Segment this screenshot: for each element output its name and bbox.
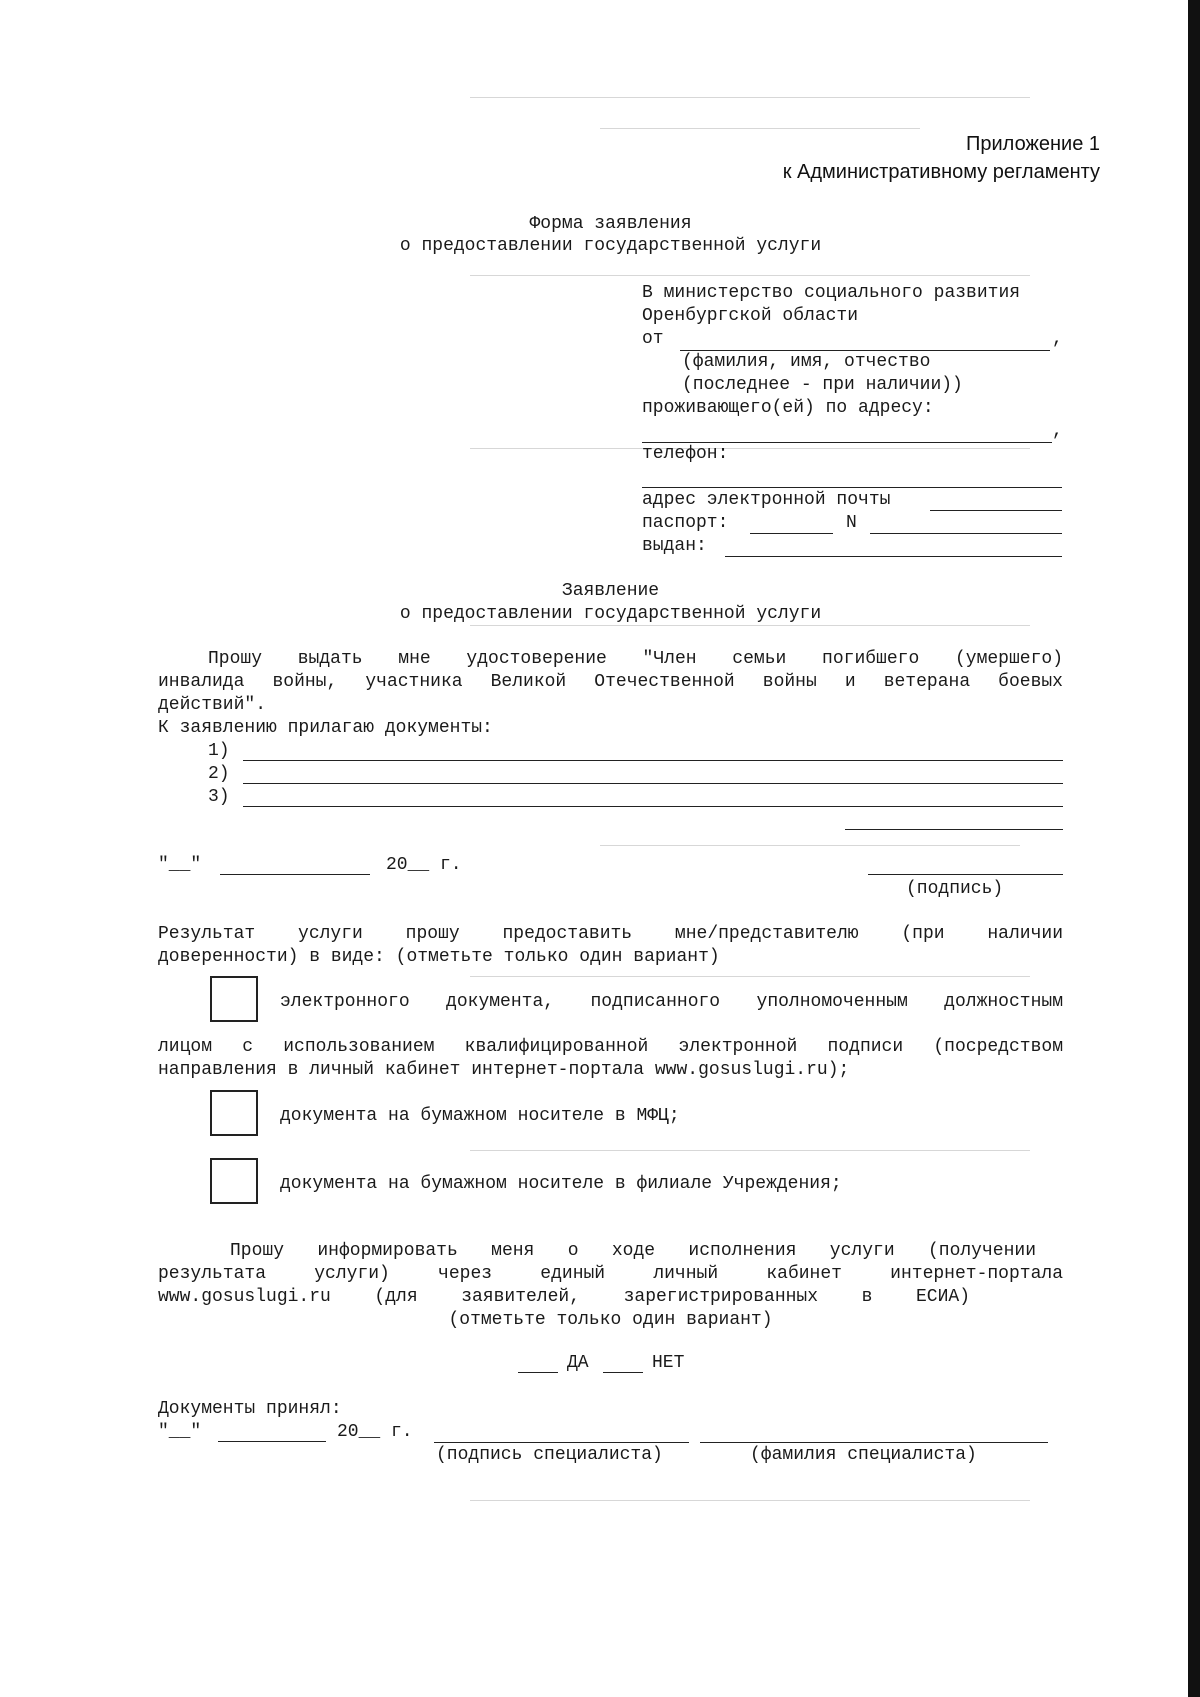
phone-field[interactable] <box>642 487 1062 488</box>
specialist-signature-field[interactable] <box>434 1442 689 1443</box>
from-comma: , <box>1052 329 1063 349</box>
statement-title: Заявление <box>561 581 660 601</box>
result-line-1: Результат услуги прошу предоставить мне/представителю (при наличии <box>158 924 1063 944</box>
attachment-field-3[interactable] <box>243 806 1063 807</box>
accepted-date-year: 20__ г. <box>337 1422 413 1442</box>
scan-noise <box>470 448 1030 449</box>
option-branch-label: документа на бумажном носителе в филиале Учреждения; <box>280 1174 842 1194</box>
scan-noise <box>470 625 1030 626</box>
signature-hint: (подпись) <box>906 879 1004 899</box>
option-electronic-line-3: направления в личный кабинет интернет-портала www.gosuslugi.ru); <box>158 1060 850 1080</box>
option-electronic-line-2: лицом с использованием квалифицированной электронной подписи (посредством <box>158 1037 1063 1057</box>
address-label: проживающего(ей) по адресу: <box>642 398 934 418</box>
passport-series-field[interactable] <box>750 533 833 534</box>
form-title: Форма заявления <box>529 214 692 234</box>
attachment-field-2[interactable] <box>243 783 1063 784</box>
option-mfc-label: документа на бумажном носителе в МФЦ; <box>280 1106 680 1126</box>
signature-field[interactable] <box>868 874 1063 875</box>
name-hint: (фамилия, имя, отчество <box>682 352 931 372</box>
no-field[interactable] <box>603 1372 643 1373</box>
inform-line-4: (отметьте только один вариант) <box>448 1310 773 1330</box>
addressee-region: Оренбургской области <box>642 306 859 326</box>
attachment-number-3: 3) <box>208 787 230 807</box>
result-line-2: доверенности) в виде: (отметьте только один вариант) <box>158 947 720 967</box>
passport-label: паспорт: <box>642 513 729 533</box>
scan-noise <box>470 275 1030 276</box>
accepted-date-day: "__" <box>158 1422 202 1442</box>
name-hint-patronymic: (последнее - при наличии)) <box>682 375 963 395</box>
address-field[interactable] <box>642 442 1052 443</box>
issued-field[interactable] <box>725 556 1062 557</box>
scan-noise <box>470 97 1030 98</box>
option-mfc-checkbox[interactable] <box>210 1090 258 1136</box>
scan-noise <box>600 128 920 129</box>
attachment-field-extra[interactable] <box>845 829 1063 830</box>
specialist-name-hint: (фамилия специалиста) <box>750 1445 977 1465</box>
attachment-field-1[interactable] <box>243 760 1063 761</box>
scan-noise <box>470 1150 1030 1151</box>
scan-edge <box>1188 0 1200 1697</box>
option-branch-checkbox[interactable] <box>210 1158 258 1204</box>
request-line-3: действий". <box>158 695 267 715</box>
inform-line-3: www.gosuslugi.ru (для заявителей, зарегистрированных в ЕСИА) <box>158 1287 970 1307</box>
specialist-name-field[interactable] <box>700 1442 1048 1443</box>
inform-line-2: результата услуги) через единый личный кабинет интернет-портала <box>158 1264 1063 1284</box>
addressee-ministry: В министерство социального развития <box>642 283 1021 303</box>
email-label: адрес электронной почты <box>642 490 891 510</box>
option-electronic-line-1: электронного документа, подписанного уполномоченным должностным <box>280 992 1063 1012</box>
address-comma: , <box>1052 421 1063 441</box>
passport-number-field[interactable] <box>870 533 1062 534</box>
passport-number-label: N <box>846 513 857 533</box>
attachment-number-2: 2) <box>208 764 230 784</box>
from-name-field[interactable] <box>680 350 1050 351</box>
request-line-2: инвалида войны, участника Великой Отечественной войны и ветерана боевых <box>158 672 1063 692</box>
from-label: от <box>642 329 664 349</box>
request-line-1: Прошу выдать мне удостоверение "Член семьи погибшего (умершего) <box>208 649 1063 669</box>
issued-label: выдан: <box>642 536 707 556</box>
scan-noise <box>470 1500 1030 1501</box>
statement-subtitle: о предоставлении государственной услуги <box>399 604 822 624</box>
form-subtitle: о предоставлении государственной услуги <box>399 236 822 256</box>
option-electronic-checkbox[interactable] <box>210 976 258 1022</box>
date-day: "__" <box>158 855 202 875</box>
attachments-label: К заявлению прилагаю документы: <box>158 718 493 738</box>
accepted-month-field[interactable] <box>218 1441 326 1442</box>
inform-line-1: Прошу информировать меня о ходе исполнения услуги (получении <box>230 1241 1036 1261</box>
appendix-subtitle: к Административному регламенту <box>782 161 1100 183</box>
date-month-field[interactable] <box>220 874 370 875</box>
phone-label: телефон: <box>642 444 729 464</box>
specialist-signature-hint: (подпись специалиста) <box>436 1445 663 1465</box>
scan-noise <box>600 845 1020 846</box>
email-field[interactable] <box>930 510 1062 511</box>
scan-noise <box>470 976 1030 977</box>
appendix-title: Приложение 1 <box>966 133 1100 155</box>
date-year: 20__ г. <box>386 855 462 875</box>
yes-field[interactable] <box>518 1372 558 1373</box>
no-label: НЕТ <box>652 1353 685 1373</box>
yes-label: ДА <box>567 1353 589 1373</box>
attachment-number-1: 1) <box>208 741 230 761</box>
accepted-label: Документы принял: <box>158 1399 342 1419</box>
